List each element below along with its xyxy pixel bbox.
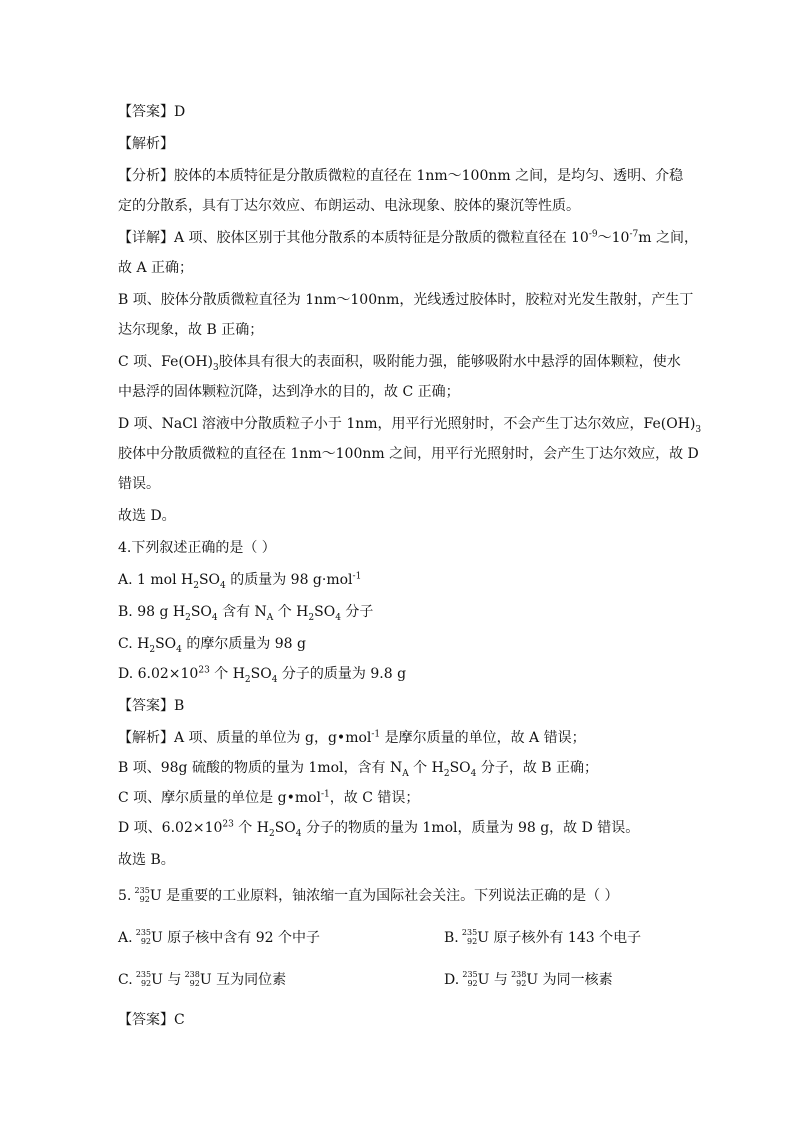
isotope-notation <box>137 928 151 948</box>
question-4-stem: 4.下列叙述正确的是（ ） <box>118 540 276 556</box>
q4-option-c <box>118 634 306 654</box>
answer-value: C <box>174 1012 185 1028</box>
option-text: 原子核中含有 92 个中子 <box>162 930 320 946</box>
subscript: 2 <box>244 674 251 685</box>
xiangjie-c-text: C 项、Fe(OH) <box>118 354 214 370</box>
exponent: -1 <box>352 571 362 582</box>
question-number: 5. <box>118 888 136 904</box>
xiangjie-d-line-1 <box>118 414 701 434</box>
xiangjie-c-text: 胶体具有很大的表面积，吸附能力强，能够吸附水中悬浮的固体颗粒，使水 <box>218 354 681 370</box>
subscript: 4 <box>470 768 477 779</box>
explain-text: 个 H <box>233 820 269 836</box>
explain-text: 分子的物质的量为 1mol，质量为 98 g，故 D 错误。 <box>301 820 640 836</box>
explain-text: SO <box>274 820 296 836</box>
q4-option-d <box>118 664 406 684</box>
option-label: A. <box>118 930 133 946</box>
explain-text: SO <box>449 760 471 776</box>
element-symbol: U <box>151 972 163 988</box>
xiangjie-b-line-2: 达尔现象，故 B 正确； <box>118 322 264 338</box>
answer-value: B <box>174 698 185 714</box>
atomic-number: 92 <box>467 937 478 946</box>
option-text: B. 98 g H <box>118 604 186 620</box>
subscript: 4 <box>211 612 218 623</box>
mass-number: 238 <box>184 970 200 979</box>
isotope-notation <box>463 928 477 948</box>
option-text: 的摩尔质量为 98 g <box>181 636 307 652</box>
mass-number: 235 <box>461 928 478 937</box>
q5-option-b <box>444 928 641 948</box>
isotope-notation <box>464 970 478 990</box>
mass-number: 235 <box>135 970 152 979</box>
answer-line-q3 <box>118 102 185 122</box>
fenxi-text: 胶体的本质特征是分散质微粒的直径在 1nm～100nm 之间，是均匀、透明、介稳 <box>174 168 684 184</box>
option-text: 为同一核素 <box>538 972 613 988</box>
isotope-notation <box>512 970 526 990</box>
option-text: C. H <box>118 636 150 652</box>
subscript: 4 <box>295 828 302 839</box>
option-text: SO <box>314 604 336 620</box>
question-text: 是重要的工业原料，铀浓缩一直为国际社会关注。下列说法正确的是（ ） <box>161 888 619 904</box>
element-symbol: U <box>149 888 162 904</box>
option-text: SO <box>198 572 221 588</box>
subscript: 2 <box>268 828 275 839</box>
xiangjie-c-line-1 <box>118 352 681 372</box>
answer-label: 【答案】 <box>118 104 174 120</box>
option-text: 与 <box>162 972 186 988</box>
fenxi-line-2: 定的分散系，具有丁达尔效应、布朗运动、电泳现象、胶体的聚沉等性质。 <box>118 198 580 214</box>
q4-option-b <box>118 602 373 622</box>
option-text: SO <box>155 636 177 652</box>
mass-number: 238 <box>511 970 527 979</box>
subscript: 4 <box>335 612 341 623</box>
exponent: -1 <box>321 789 330 800</box>
fenxi-line-1 <box>118 166 683 186</box>
element-symbol: U <box>477 972 490 988</box>
xiangjie-d-line-2: 胶体中分散质微粒的直径在 1nm～100nm 之间，用平行光照射时，会产生丁达尔效应，故 D <box>118 446 699 462</box>
exponent: 23 <box>198 665 210 676</box>
option-text: 互为同位素 <box>211 972 287 988</box>
mass-number: 235 <box>135 928 152 937</box>
option-label: D. <box>444 972 460 988</box>
answer-value: D <box>174 104 186 120</box>
isotope-notation <box>136 886 150 906</box>
conclusion-q3: 故选 D。 <box>118 508 176 524</box>
option-text: 分子的质量为 9.8 g <box>277 666 407 682</box>
option-text: A. 1 mol H <box>118 572 194 588</box>
explain-text: ，故 C 错误； <box>329 790 420 806</box>
subscript: 2 <box>185 612 191 623</box>
subscript: 2 <box>308 612 315 623</box>
subscript: 4 <box>271 674 278 685</box>
xiangjie-a-text: m 之间， <box>638 230 698 246</box>
subscript: 2 <box>193 580 199 591</box>
mass-number: 235 <box>462 970 478 979</box>
option-label: C. <box>118 972 133 988</box>
option-text: SO <box>190 604 212 620</box>
subscript: 3 <box>695 424 702 435</box>
xiangjie-d-text: D 项、NaCl 溶液中分散质粒子小于 1nm，用平行光照射时，不会产生丁达尔效应，Fe(OH) <box>118 416 696 432</box>
conclusion-q4: 故选 B。 <box>118 852 175 868</box>
explain-text: C 项、摩尔质量的单位是 g•mol <box>118 790 322 806</box>
xiangjie-a-text: A 项、胶体区别于其他分散系的本质特征是分散质的微粒直径在 10 <box>174 230 589 246</box>
subscript: 3 <box>213 362 219 373</box>
subscript: 2 <box>149 644 156 655</box>
answer-line-q4 <box>118 696 184 716</box>
xiangjie-d-line-3: 错误。 <box>118 476 160 492</box>
xiangjie-line-1 <box>118 228 698 248</box>
jiexi-label: 【解析】 <box>118 730 174 746</box>
q5-option-c <box>118 970 286 990</box>
q4-explain-c <box>118 788 419 808</box>
mass-number: 235 <box>134 886 150 895</box>
atomic-number: 92 <box>189 979 200 988</box>
explain-text: B 项、98g 硫酸的物质的量为 1mol，含有 N <box>118 760 403 776</box>
xiangjie-a-line-2: 故 A 正确； <box>118 260 194 276</box>
explain-text: 个 H <box>408 760 444 776</box>
element-symbol: U <box>477 930 490 946</box>
option-text: 个 H <box>209 666 245 682</box>
element-symbol: U <box>526 972 539 988</box>
atomic-number: 92 <box>516 979 527 988</box>
subscript: A <box>402 768 409 779</box>
analysis-heading: 【解析】 <box>118 136 174 152</box>
option-text: D. 6.02×10 <box>118 666 199 682</box>
answer-line-q5 <box>118 1010 185 1030</box>
q4-explain-a <box>118 728 586 748</box>
option-text: 分子 <box>340 604 374 620</box>
subscript: 2 <box>443 768 450 779</box>
question-5-stem <box>118 886 619 906</box>
option-text: 原子核外有 143 个电子 <box>489 930 642 946</box>
option-text: 与 <box>489 972 513 988</box>
option-label: B. <box>444 930 459 946</box>
subscript: 4 <box>220 580 226 591</box>
atomic-number: 92 <box>139 895 150 904</box>
xiangjie-b-line-1: B 项、胶体分散质微粒直径为 1nm～100nm，光线透过胶体时，胶粒对光发生散射，产生丁 <box>118 292 694 308</box>
isotope-notation <box>137 970 151 990</box>
exponent: 23 <box>222 819 234 830</box>
option-text: 个 H <box>273 604 309 620</box>
element-symbol: U <box>199 972 212 988</box>
explain-text: D 项、6.02×10 <box>118 820 223 836</box>
answer-label: 【答案】 <box>118 1012 174 1028</box>
q5-option-a <box>118 928 320 948</box>
atomic-number: 92 <box>467 979 478 988</box>
option-text: SO <box>250 666 272 682</box>
subscript: A <box>266 612 274 623</box>
explain-text: 是摩尔质量的单位，故 A 错误； <box>380 730 586 746</box>
atomic-number: 92 <box>140 979 152 988</box>
explain-text: 分子，故 B 正确； <box>476 760 599 776</box>
atomic-number: 92 <box>140 937 152 946</box>
exponent: -1 <box>371 729 381 740</box>
xiangjie-label: 【详解】 <box>118 230 174 246</box>
element-symbol: U <box>151 930 163 946</box>
q4-explain-b <box>118 758 598 778</box>
xiangjie-c-line-2: 中悬浮的固体颗粒沉降，达到净水的目的，故 C 正确； <box>118 384 460 400</box>
answer-label: 【答案】 <box>118 698 174 714</box>
q4-explain-d <box>118 818 639 838</box>
option-text: 含有 N <box>217 604 267 620</box>
q5-option-d <box>444 970 613 990</box>
exponent: -9 <box>588 229 598 240</box>
isotope-notation <box>186 970 200 990</box>
xiangjie-a-text: ～10 <box>597 230 630 246</box>
option-text: 的质量为 98 g·mol <box>225 572 353 588</box>
subscript: 4 <box>176 644 182 655</box>
q4-option-a <box>118 570 361 590</box>
explain-text: A 项、质量的单位为 g，g•mol <box>174 730 372 746</box>
fenxi-label: 【分析】 <box>118 168 174 184</box>
exponent: -7 <box>629 229 639 240</box>
